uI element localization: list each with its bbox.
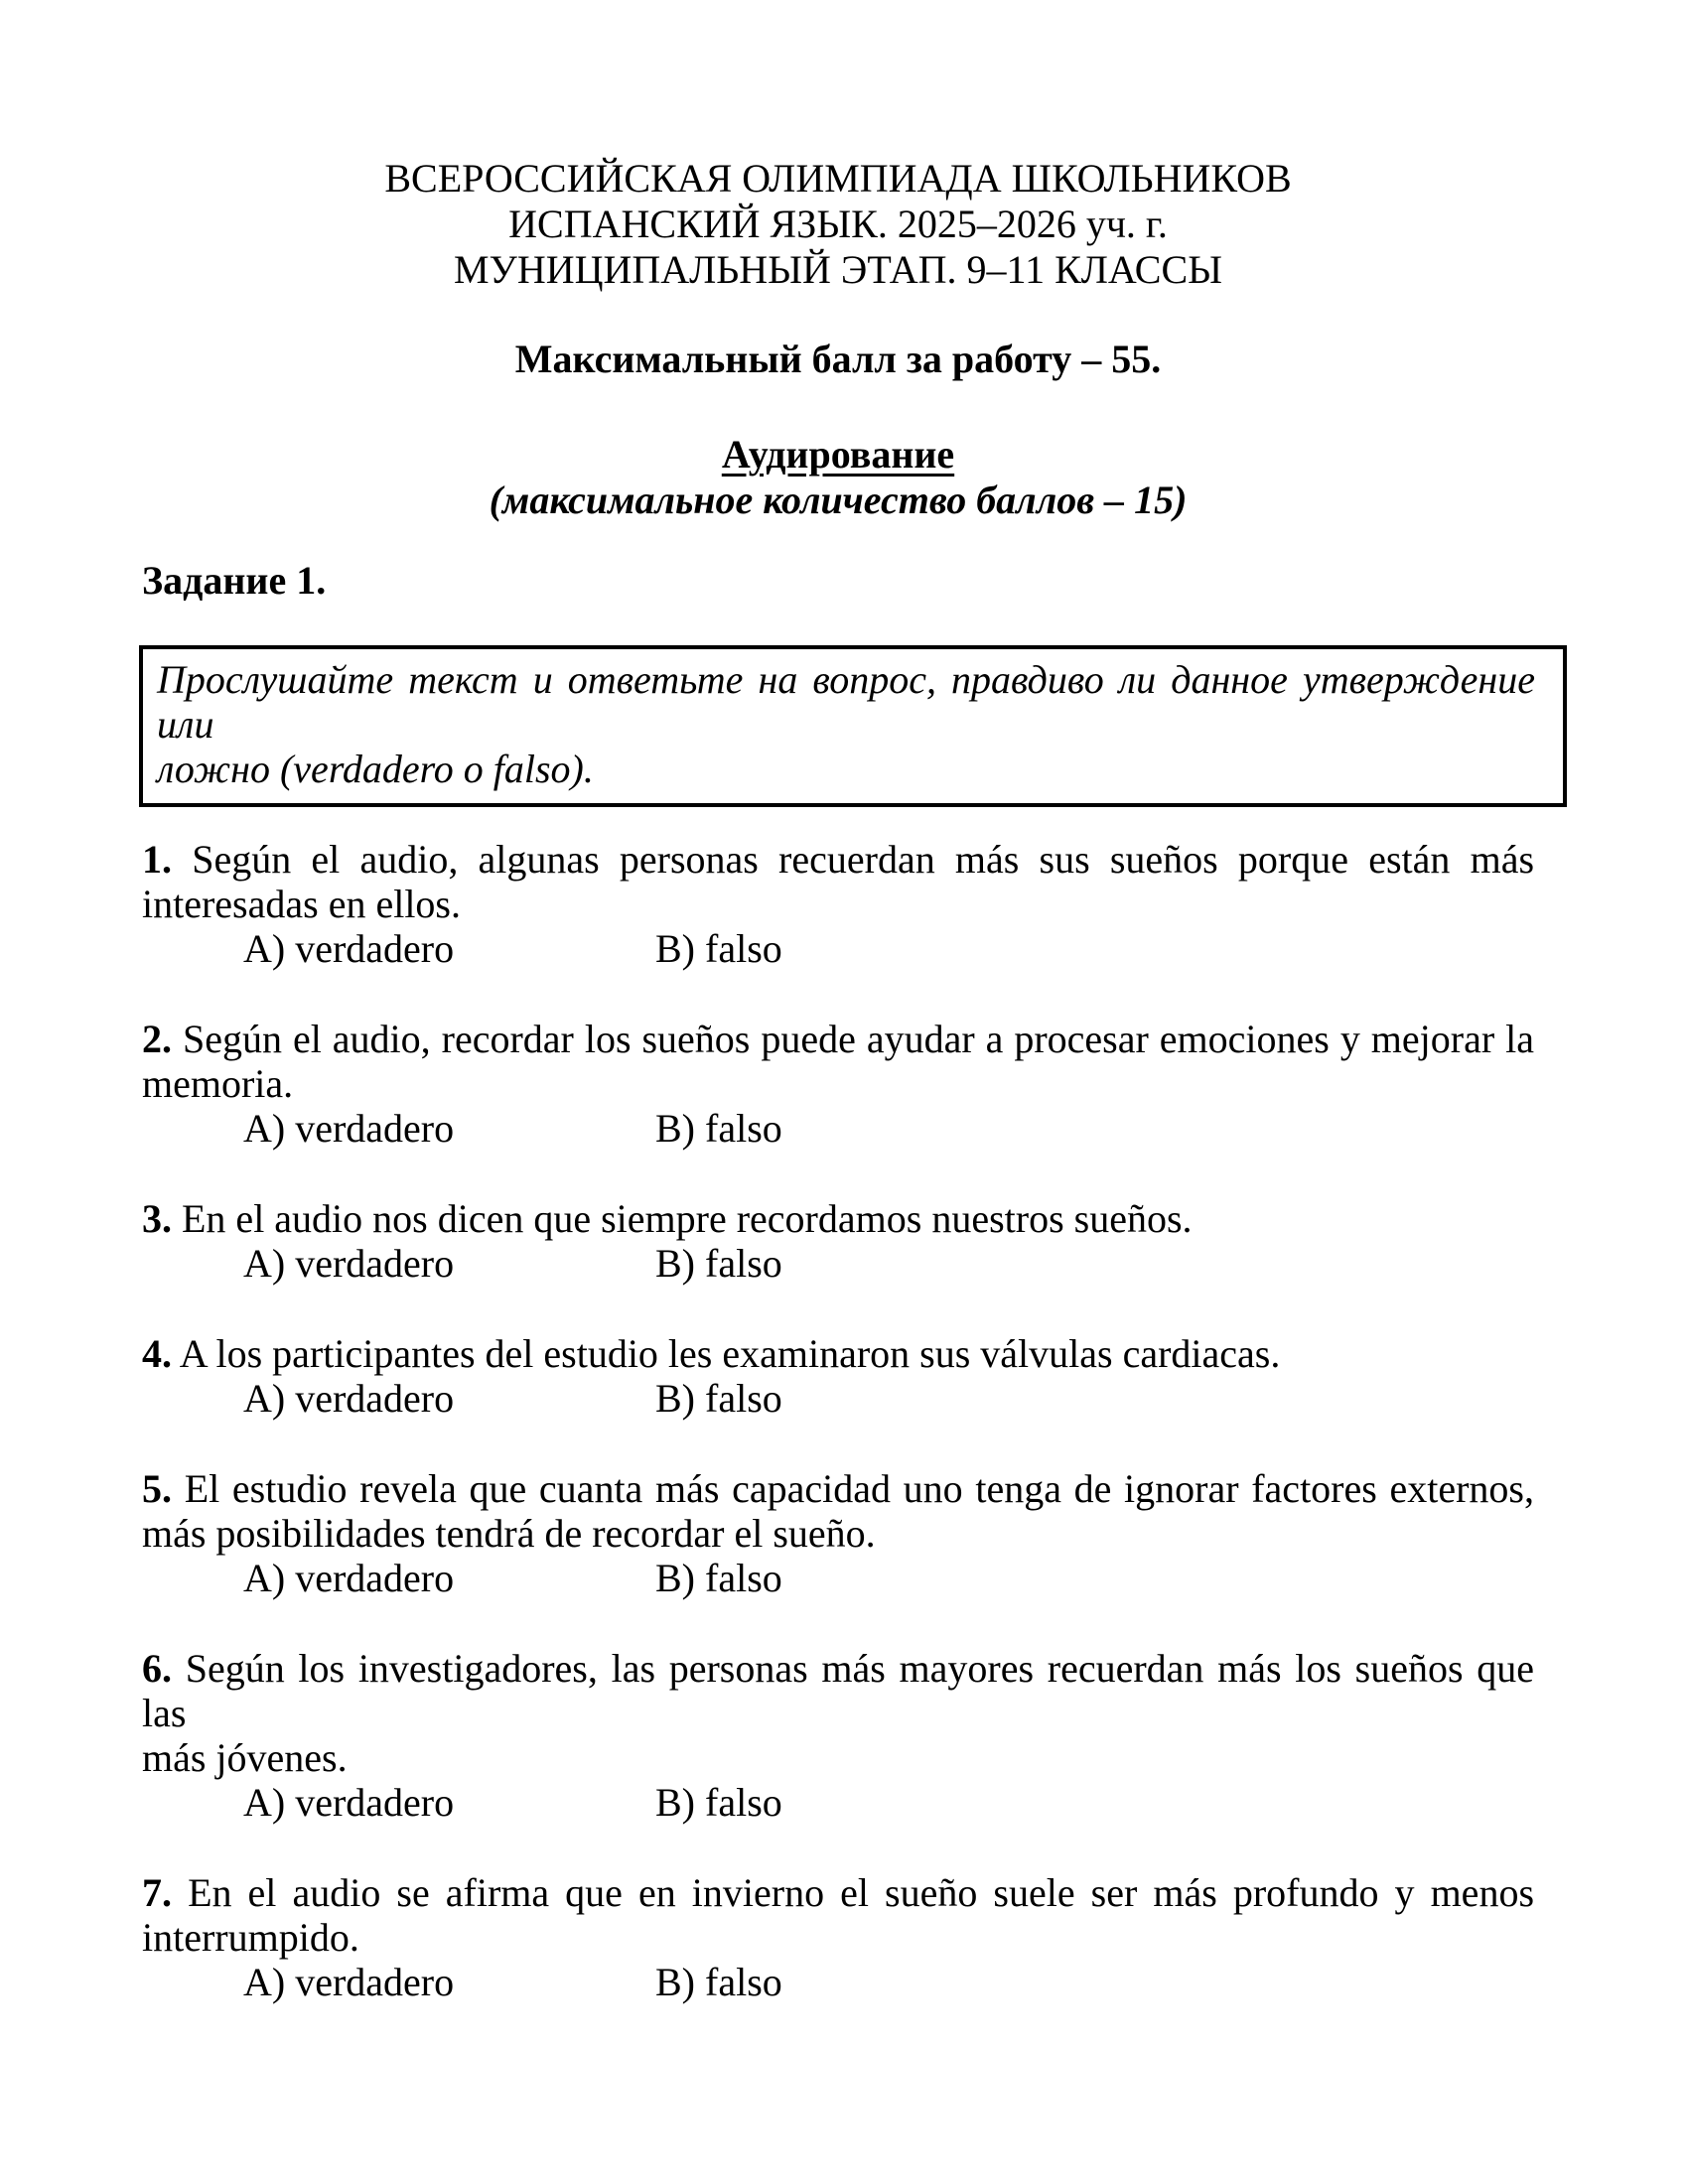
question-number: 3. bbox=[142, 1196, 172, 1241]
question-line bbox=[142, 1196, 1534, 1241]
options-row bbox=[142, 1376, 1534, 1421]
task-label: Задание 1. bbox=[142, 558, 327, 603]
question-block-2 bbox=[142, 1017, 1534, 1151]
olympiad-title-line-2: ИСПАНСКИЙ ЯЗЫК. 2025–2026 уч. г. bbox=[508, 202, 1168, 246]
option-b: B) falso bbox=[655, 926, 782, 971]
question-block-7 bbox=[142, 1870, 1534, 2004]
olympiad-title-line-1: ВСЕРОССИЙСКАЯ ОЛИМПИАДА ШКОЛЬНИКОВ bbox=[384, 156, 1292, 201]
option-a: A) verdadero bbox=[243, 1241, 455, 1286]
question-line bbox=[142, 837, 1534, 882]
question-text: Según el audio, recordar los sueños puede ayudar a procesar emociones y mejorar la bbox=[182, 1017, 1535, 1061]
question-number: 5. bbox=[142, 1466, 172, 1511]
option-a: A) verdadero bbox=[243, 1376, 455, 1421]
question-line: interesadas en ellos. bbox=[142, 882, 461, 926]
olympiad-title-line-3: МУНИЦИПАЛЬНЫЙ ЭТАП. 9–11 КЛАССЫ bbox=[453, 247, 1223, 292]
options-row bbox=[142, 926, 1534, 971]
question-line bbox=[142, 1466, 1534, 1511]
question-line: memoria. bbox=[142, 1061, 294, 1106]
question-number: 7. bbox=[142, 1870, 172, 1915]
question-block-5 bbox=[142, 1466, 1534, 1600]
question-text: En el audio nos dicen que siempre recordamos nuestros sueños. bbox=[182, 1196, 1193, 1241]
question-block-4 bbox=[142, 1331, 1534, 1421]
question-number: 1. bbox=[142, 837, 172, 882]
option-b: B) falso bbox=[655, 1556, 782, 1600]
question-number: 4. bbox=[142, 1331, 172, 1376]
max-score-line: Максимальный балл за работу – 55. bbox=[514, 337, 1162, 381]
question-line: más posibilidades tendrá de recordar el sueño. bbox=[142, 1511, 876, 1556]
option-b: B) falso bbox=[655, 1960, 782, 2004]
question-text: El estudio revela que cuanta más capacidad uno tenga de ignorar factores externos, bbox=[184, 1466, 1535, 1511]
section-subtitle: (максимальное количество баллов – 15) bbox=[489, 478, 1188, 522]
question-line bbox=[142, 1870, 1534, 1915]
option-b: B) falso bbox=[655, 1780, 782, 1825]
option-a: A) verdadero bbox=[243, 1556, 455, 1600]
option-a: A) verdadero bbox=[243, 1780, 455, 1825]
question-text: Según el audio, algunas personas recuerdan más sus sueños porque están más bbox=[192, 837, 1535, 882]
question-text: A los participantes del estudio les examinaron sus válvulas cardiacas. bbox=[179, 1331, 1281, 1376]
option-a: A) verdadero bbox=[243, 1106, 455, 1151]
question-block-3 bbox=[142, 1196, 1534, 1286]
question-text: En el audio se afirma que en invierno el sueño suele ser más profundo y menos bbox=[188, 1870, 1535, 1915]
question-line: interrumpido. bbox=[142, 1915, 359, 1960]
question-line bbox=[142, 1331, 1534, 1376]
question-number: 2. bbox=[142, 1017, 172, 1061]
option-b: B) falso bbox=[655, 1106, 782, 1151]
section-title-row bbox=[142, 432, 1534, 478]
options-row bbox=[142, 1556, 1534, 1600]
option-a: A) verdadero bbox=[243, 1960, 455, 2004]
options-row bbox=[142, 1106, 1534, 1151]
option-a: A) verdadero bbox=[243, 926, 455, 971]
option-b: B) falso bbox=[655, 1241, 782, 1286]
question-block-1 bbox=[142, 837, 1534, 971]
options-row bbox=[142, 1960, 1534, 2004]
options-row bbox=[142, 1780, 1534, 1825]
section-title: Аудирование bbox=[721, 432, 955, 477]
question-line bbox=[142, 1017, 1534, 1061]
question-line bbox=[142, 1646, 1534, 1735]
instruction-line: Прослушайте текст и ответьте на вопрос, правдиво ли данное утверждение или bbox=[157, 657, 1535, 747]
page-content bbox=[142, 156, 1534, 2004]
option-b: B) falso bbox=[655, 1376, 782, 1421]
instruction-box bbox=[139, 645, 1567, 807]
options-row bbox=[142, 1241, 1534, 1286]
question-line: más jóvenes. bbox=[142, 1735, 348, 1780]
question-block-6 bbox=[142, 1646, 1534, 1825]
question-number: 6. bbox=[142, 1646, 172, 1691]
instruction-line: ложно (verdadero o falso). bbox=[157, 747, 594, 791]
question-text: Según los investigadores, las personas más mayores recuerdan más los sueños que las bbox=[142, 1646, 1535, 1735]
